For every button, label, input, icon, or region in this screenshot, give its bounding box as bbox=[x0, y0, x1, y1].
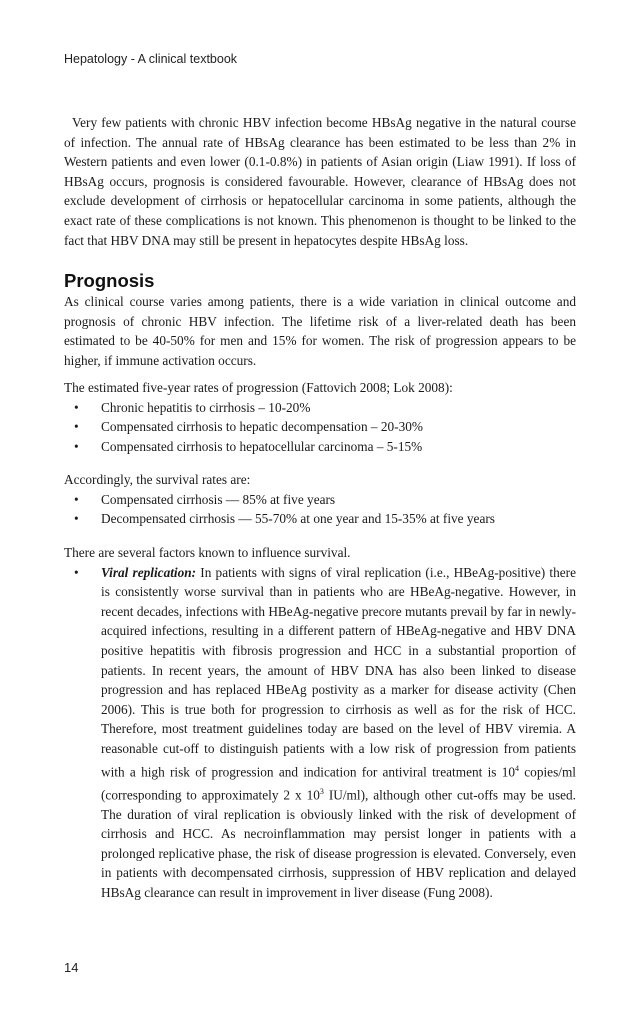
bullet-icon: • bbox=[74, 438, 79, 454]
list-item: • Compensated cirrhosis to hepatic decompensation – 20-30% bbox=[64, 417, 576, 437]
intro-paragraph: Very few patients with chronic HBV infection become HBsAg negative in the natural course of infection. The annual rate of HBsAg clearance has been estimated to be less than 2% in Western patients and even lower (0.1-0.8%) in patients of Asian origin (Liaw 1991). If loss of HBsAg occurs, prognosis is considered favourable. However, clearance of HBsAg does not exclude development of cirrhosis or hepatocellular carcinoma in some patients, although the exact rate of these complications is not known. This phenomenon is thought to be linked to the fact that HBV DNA may still be present in hepatocytes despite HBsAg loss. bbox=[64, 115, 576, 248]
survival-block bbox=[64, 470, 576, 529]
bullet-icon: • bbox=[74, 419, 79, 435]
progression-list bbox=[64, 398, 576, 457]
prognosis-paragraph: As clinical course varies among patients, there is a wide variation in clinical outcome and prognosis of chronic HBV infection. The lifetime risk of a liver-related death has been estimated to be 40-50% for men and 15% for women. The risk of progression appears to be higher, if immune activation occurs. bbox=[64, 294, 576, 368]
bullet-icon: • bbox=[74, 491, 79, 507]
bullet-icon: • bbox=[74, 399, 79, 415]
factor-term: Viral replication: bbox=[101, 564, 197, 580]
bullet-icon: • bbox=[74, 511, 79, 527]
survival-list bbox=[64, 490, 576, 529]
page-number: 14 bbox=[64, 960, 79, 975]
factors-block bbox=[64, 543, 576, 903]
list-item: • Decompensated cirrhosis — 55-70% at one year and 15-35% at five years bbox=[64, 509, 576, 529]
list-item: • Compensated cirrhosis to hepatocellular carcinoma – 5-15% bbox=[64, 437, 576, 457]
list-item: • Compensated cirrhosis — 85% at five years bbox=[64, 490, 576, 510]
survival-intro: Accordingly, the survival rates are: bbox=[64, 472, 251, 487]
progression-intro: The estimated five-year rates of progression (Fattovich 2008; Lok 2008): bbox=[64, 380, 453, 395]
bullet-icon: • bbox=[74, 564, 79, 580]
factor-viral-replication: • Viral replication: In patients with signs of viral replication (i.e., HBeAg-positive) there is consistently worse survival than in patients who are HBeAg-negative. However, in recent decades, infections with HBeAg-negative precore mutants prevail by far in newly-acquired infections, resulting in a different pattern of HBeAg-negative and HBV DNA positive hepatitis with fibrosis progression and HCC in a substantial proportion of patients. In recent years, the amount of HBV DNA has also been linked to disease progression and has replaced HBeAg postivity as a marker for disease activity (Chen 2006). This is true both for progression to cirrhosis as well as for the risk of HCC. Therefore, most treatment guidelines today are based on the level of HBV viremia. A reasonable cut-off to distinguish patients with a low risk of progression from patients with a high risk of progression and indication for antiviral treatment is $10^4$ copies/ml (corresponding to approximately 2 x $10^3$ IU/ml), although other cut-offs may be used. The duration of viral replication is obviously linked with the risk of development of cirrhosis and HCC. As necroinflammation may persist longer in patients with a prolonged replicative phase, the risk of disease progression is elevated. Conversely, even in patients with decompensated cirrhosis, suppression of HBV replication and delayed HBsAg clearance can result in improvement in liver disease (Fung 2008). bbox=[74, 564, 577, 900]
progression-block bbox=[64, 378, 576, 456]
section-heading-prognosis: Prognosis bbox=[64, 270, 155, 291]
list-item: • Chronic hepatitis to cirrhosis – 10-20% bbox=[64, 398, 576, 418]
factors-intro: There are several factors known to influence survival. bbox=[64, 545, 351, 560]
running-title: Hepatology - A clinical textbook bbox=[64, 52, 238, 66]
